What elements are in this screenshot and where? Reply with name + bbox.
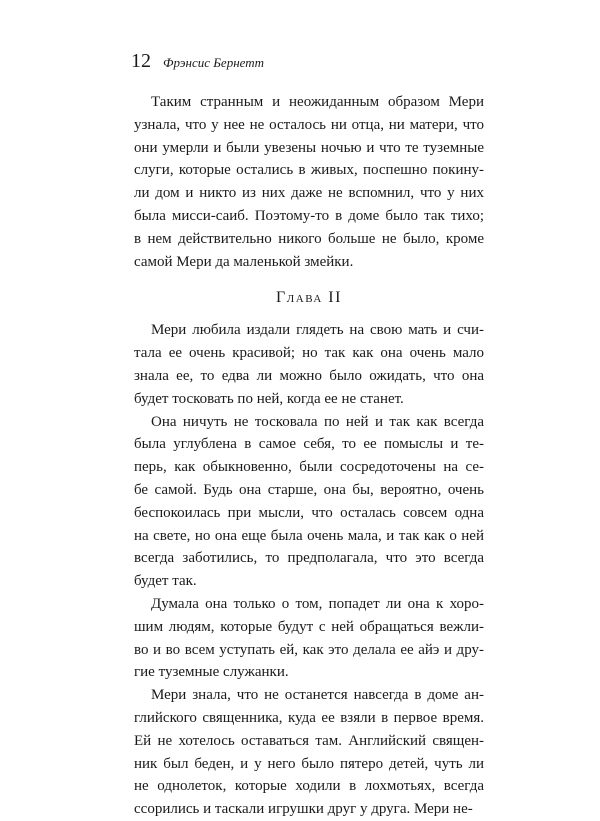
text-line: не однолеток, которые ходили в лохмотьях, всегда <box>134 778 484 795</box>
text-line: Думала она только о том, попадет ли она к хоро- <box>151 596 484 612</box>
text-line: беспокоилась при мысли, что осталась совсем одна <box>134 504 484 521</box>
text-line: будет так. <box>134 573 197 590</box>
chapter-heading: Глава II <box>276 289 342 307</box>
text-line: Она ничуть не тосковала по ней и так как всегда <box>151 413 484 430</box>
text-line: тала ее очень красивой; но так как она очень мало <box>134 345 484 362</box>
text-line: была углублена в самое себя, то ее помыслы и те- <box>134 436 484 453</box>
text-line: бе самой. Будь она старше, она бы, вероятно, очень <box>134 482 484 498</box>
text-line: была мисси-саиб. Поэтому-то в доме было так тихо; <box>134 208 484 224</box>
page-number: 12 <box>131 50 151 72</box>
text-line: ссорились и таскали игрушки друг у друга. Мери не- <box>134 801 473 818</box>
text-line: всегда заботились, то предполагала, что это всегда <box>134 550 484 567</box>
text-line: ли дом и никто из них даже не вспомнил, что у них <box>134 185 484 202</box>
text-line: Мери знала, что не останется навсегда в доме ан- <box>151 687 484 704</box>
text-line: глийского священника, куда ее взяли в первое время. <box>134 710 484 726</box>
text-line: ник был беден, и у него было пятеро детей, чуть ли <box>134 755 484 772</box>
text-line: будет тосковать по ней, когда ее не станет. <box>134 390 404 407</box>
text-line: шим людям, которые будут с ней обращаться вежли- <box>134 618 484 635</box>
text-line: Таким странным и неожиданным образом Мери <box>151 94 484 110</box>
text-line: узнала, что у нее не осталось ни отца, ни матери, что <box>134 116 484 133</box>
text-line: Ей не хотелось оставаться там. Английский священ- <box>134 732 484 749</box>
running-title: Фрэнсис Бернетт <box>163 55 265 70</box>
text-line: в нем действительно никого больше не было, кроме <box>134 230 484 247</box>
text-line: гие туземные служанки. <box>134 664 289 681</box>
text-line: во и во всем уступать ей, как это делала ее айэ и дру- <box>134 641 484 658</box>
text-line: перь, как обыкновенно, были сосредоточены на се- <box>134 459 484 476</box>
text-line: они умерли и были увезены ночью и что те туземные <box>134 139 484 156</box>
text-line: знала ее, то едва ли можно было ожидать, что она <box>134 368 484 384</box>
running-head <box>131 50 264 78</box>
text-line: самой Мери да маленькой змейки. <box>134 253 354 270</box>
text-line: Мери любила издали глядеть на свою мать и счи- <box>151 322 484 339</box>
text-line: слуги, которые остались в живых, поспешно покину- <box>134 162 484 179</box>
text-line: на свете, но она еще была очень мала, и так как о ней <box>134 527 484 544</box>
